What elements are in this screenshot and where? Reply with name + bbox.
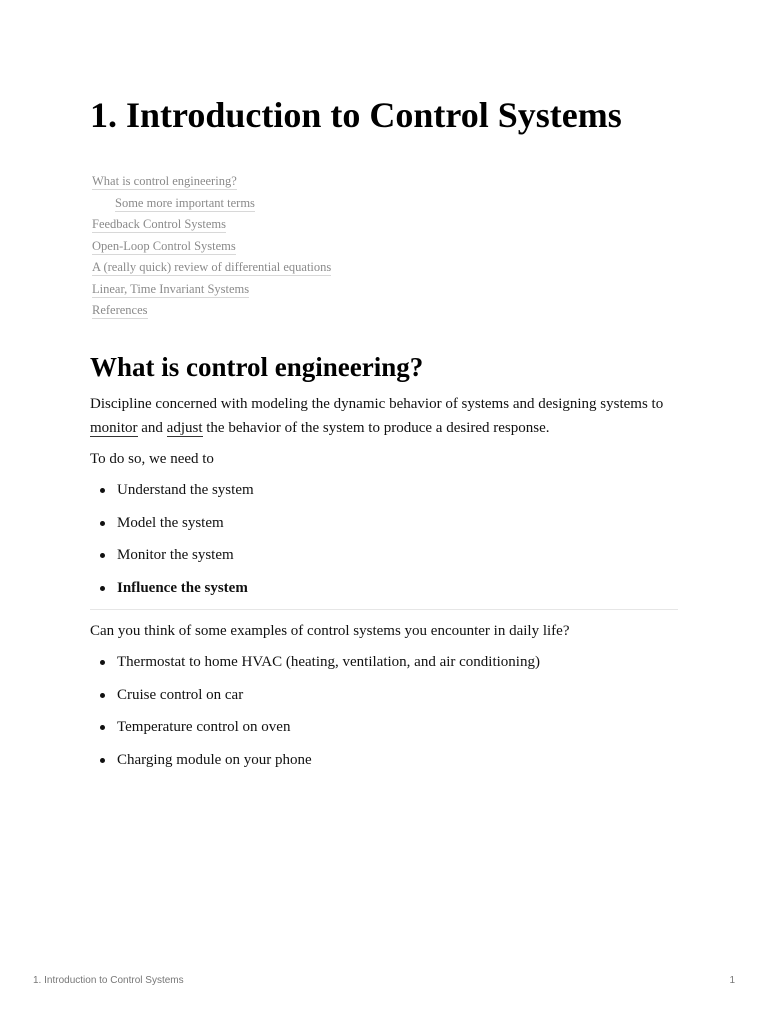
- bullet-icon: [100, 521, 105, 526]
- toc-link-differential-equations[interactable]: A (really quick) review of differential equations: [92, 260, 332, 274]
- intro-paragraph: [90, 392, 680, 440]
- list-item-text: Model the system: [117, 514, 224, 531]
- list-item: [90, 750, 540, 783]
- list-item-text: Influence the system: [117, 580, 248, 597]
- term-monitor: monitor: [90, 420, 138, 436]
- bullet-icon: [100, 488, 105, 493]
- intro-text-part: Discipline concerned with modeling the dynamic behavior of systems and designing systems to: [90, 396, 664, 412]
- list-item-text: Cruise control on car: [117, 686, 244, 703]
- section-heading: What is control engineering?: [90, 352, 424, 382]
- bullet-icon: [100, 660, 105, 665]
- footer-title: 1. Introduction to Control Systems: [33, 975, 184, 986]
- toc-link-important-terms[interactable]: Some more important terms: [115, 195, 255, 210]
- list-item: [90, 652, 540, 685]
- list-item: [90, 578, 254, 611]
- list-item: [90, 545, 254, 578]
- toc-item: [92, 193, 331, 215]
- footer-page-number: 1: [729, 975, 735, 986]
- question-paragraph: Can you think of some examples of control systems you encounter in daily life?: [90, 623, 570, 639]
- toc-item: [92, 171, 331, 193]
- list-item: [90, 513, 254, 546]
- bullet-icon: [100, 586, 105, 591]
- divider: [90, 609, 678, 610]
- list-item: [90, 717, 540, 750]
- bullet-icon: [100, 553, 105, 558]
- bullet-icon: [100, 725, 105, 730]
- list-item: [90, 685, 540, 718]
- list-item-text: Monitor the system: [117, 547, 234, 564]
- examples-list: [90, 652, 540, 783]
- toc-item: [92, 236, 331, 258]
- toc-item: [92, 257, 331, 279]
- intro-text-part: the behavior of the system to produce a desired response.: [202, 420, 550, 436]
- page-title: 1. Introduction to Control Systems: [90, 95, 622, 135]
- list-item: [90, 480, 254, 513]
- toc-item: [92, 279, 331, 301]
- bullet-icon: [100, 693, 105, 698]
- toc-link-feedback-control[interactable]: Feedback Control Systems: [92, 217, 227, 231]
- list-item-text: Understand the system: [117, 482, 254, 498]
- term-adjust: adjust: [166, 420, 203, 436]
- table-of-contents: [92, 171, 331, 322]
- toc-link-lti-systems[interactable]: Linear, Time Invariant Systems: [92, 281, 250, 296]
- toc-link-open-loop-control[interactable]: Open-Loop Control Systems: [92, 238, 236, 253]
- intro-text-part: and: [137, 420, 167, 436]
- toc-item: [92, 300, 331, 322]
- todo-paragraph: To do so, we need to: [90, 451, 214, 467]
- list-item-text: Thermostat to home HVAC (heating, ventilation, and air conditioning): [117, 654, 540, 670]
- needs-list: [90, 480, 254, 611]
- list-item-text: Temperature control on oven: [117, 719, 291, 736]
- toc-item: [92, 214, 331, 236]
- toc-link-references[interactable]: References: [92, 303, 148, 317]
- toc-link-control-engineering[interactable]: What is control engineering?: [92, 174, 237, 188]
- list-item-text: Charging module on your phone: [117, 752, 312, 769]
- bullet-icon: [100, 758, 105, 763]
